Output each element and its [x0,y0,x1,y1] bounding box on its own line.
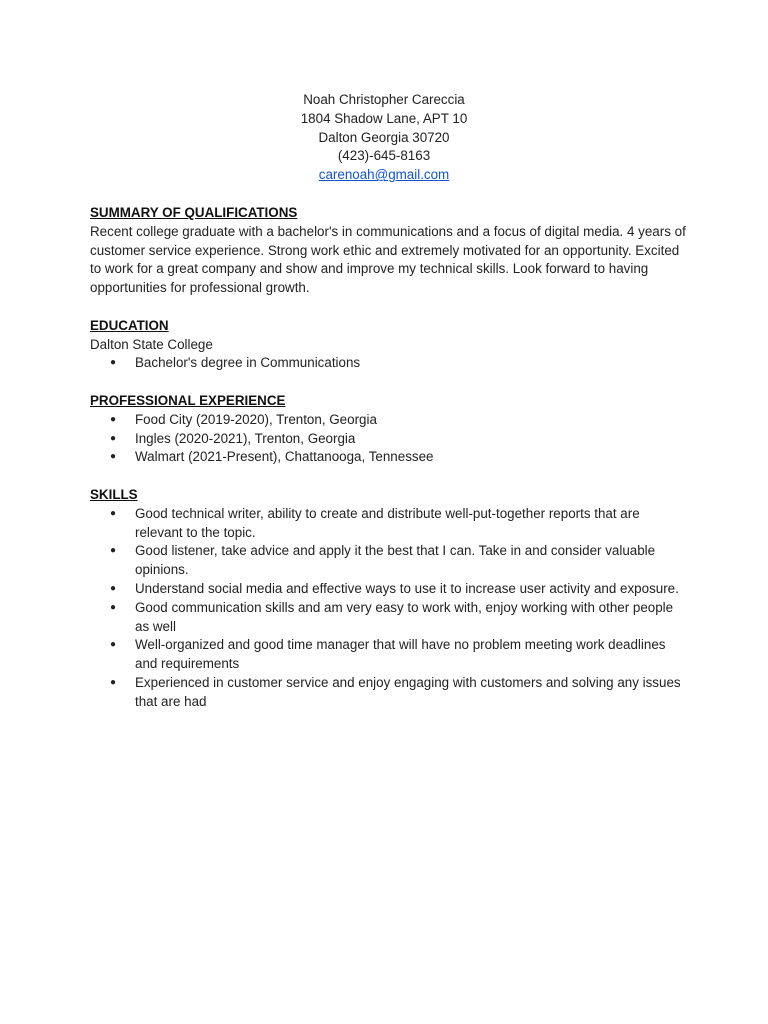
bullet-icon: ● [110,451,117,463]
experience-heading: PROFESSIONAL EXPERIENCE [90,392,286,408]
phone-number: (423)-645-8163 [337,148,431,164]
bullet-icon: ● [110,601,117,613]
skill-text: Experienced in customer service and enjoy engaging with customers and solving any issues that are had [135,674,681,709]
bullet-icon: ● [110,432,117,444]
list-item [90,354,690,373]
degree-text: Bachelor's degree in Communications [135,355,361,371]
city-state-zip: Dalton Georgia 30720 [318,129,450,145]
skill-text: Good listener, take advice and apply it the best that I can. Take in and consider valuable opinions. [135,543,656,578]
experience-list [90,411,690,467]
list-item [90,411,690,430]
skill-text: Good communication skills and am very easy to work with, enjoy working with other people as well [135,599,674,634]
list-item [90,599,690,637]
list-item [90,448,690,467]
contact-header [0,91,768,185]
job-text: Ingles (2020-2021), Trenton, Georgia [135,430,356,446]
bullet-icon: ● [110,676,117,688]
skills-list [90,505,690,712]
email-link[interactable]: carenoah@gmail.com [318,167,450,183]
list-item [90,430,690,449]
skills-heading: SKILLS [90,486,138,502]
skill-text: Good technical writer, ability to create and distribute well-put-together reports that are relevant to the topic. [135,505,640,540]
list-item [90,542,690,580]
bullet-icon: ● [110,413,117,425]
list-item [90,674,690,712]
resume-body [90,204,690,712]
street-address: 1804 Shadow Lane, APT 10 [300,110,468,126]
education-heading: EDUCATION [90,317,169,333]
job-text: Food City (2019-2020), Trenton, Georgia [135,411,377,427]
skill-text: Well-organized and good time manager that will have no problem meeting work deadlines and requirements [135,637,666,672]
bullet-icon: ● [110,357,117,369]
bullet-icon: ● [110,582,117,594]
list-item [90,580,690,599]
education-list [90,354,690,373]
job-text: Walmart (2021-Present), Chattanooga, Tennessee [135,449,434,465]
bullet-icon: ● [110,545,117,557]
bullet-icon: ● [110,639,117,651]
list-item [90,505,690,543]
list-item [90,636,690,674]
summary-text: Recent college graduate with a bachelor's in communications and a focus of digital media. 4 years of customer service experience. Strong work ethic and extremely motivated for an opportunity. Excited to work for a great company and show and improve my technical skills. Look forward to having opportunities for professional growth. [90,223,686,296]
full-name: Noah Christopher Careccia [303,92,465,107]
school-name: Dalton State College [90,336,213,352]
skill-text: Understand social media and effective ways to use it to increase user activity and exposure. [135,580,679,596]
bullet-icon: ● [110,507,117,519]
summary-heading: SUMMARY OF QUALIFICATIONS [90,205,298,220]
